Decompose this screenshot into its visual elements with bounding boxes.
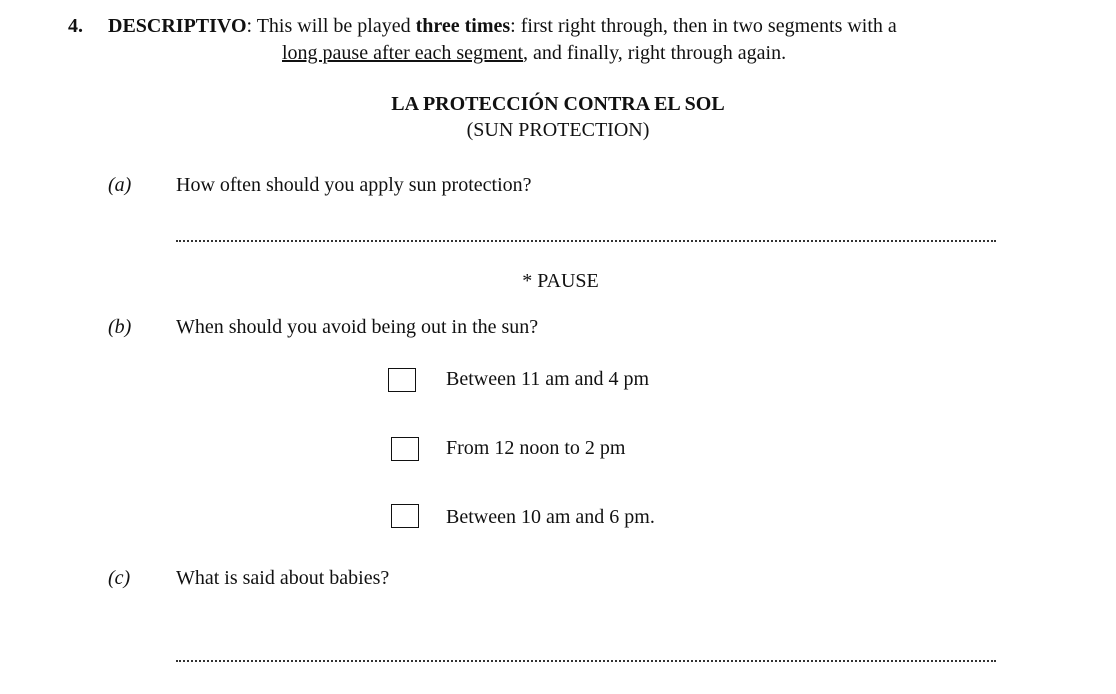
question-number: 4.: [68, 15, 83, 37]
option-2-label: From 12 noon to 2 pm: [446, 437, 626, 459]
option-3-label: Between 10 am and 6 pm.: [446, 506, 655, 528]
passage-subtitle: (SUN PROTECTION): [466, 119, 650, 141]
instruction-part-1: : This will be played: [246, 15, 416, 37]
instruction-part-2: : first right through, then in two segments with a: [510, 15, 897, 37]
instruction-emphasis: three times: [415, 15, 511, 37]
instruction-underlined: long pause after each segment: [282, 42, 524, 64]
question-label: DESCRIPTIVO: [108, 15, 247, 37]
instruction-part-3: , and finally, right through again.: [523, 42, 787, 64]
item-a-question: How often should you apply sun protection?: [176, 174, 532, 196]
item-c-letter: (c): [108, 567, 131, 589]
option-3-checkbox[interactable]: [391, 504, 419, 528]
item-a-letter: (a): [108, 174, 132, 196]
item-c-answer-line[interactable]: [176, 660, 996, 662]
pause-marker: * PAUSE: [522, 270, 599, 292]
item-a-answer-line[interactable]: [176, 240, 996, 242]
question-instruction-line-2: [282, 42, 786, 65]
item-c-question: What is said about babies?: [176, 567, 390, 589]
option-1-label: Between 11 am and 4 pm: [446, 368, 650, 390]
question-instruction-line-1: [108, 15, 897, 38]
item-b-letter: (b): [108, 316, 132, 338]
option-1-checkbox[interactable]: [388, 368, 416, 392]
item-b-question: When should you avoid being out in the sun?: [176, 316, 539, 338]
option-2-checkbox[interactable]: [391, 437, 419, 461]
passage-title: LA PROTECCIÓN CONTRA EL SOL: [391, 93, 725, 115]
